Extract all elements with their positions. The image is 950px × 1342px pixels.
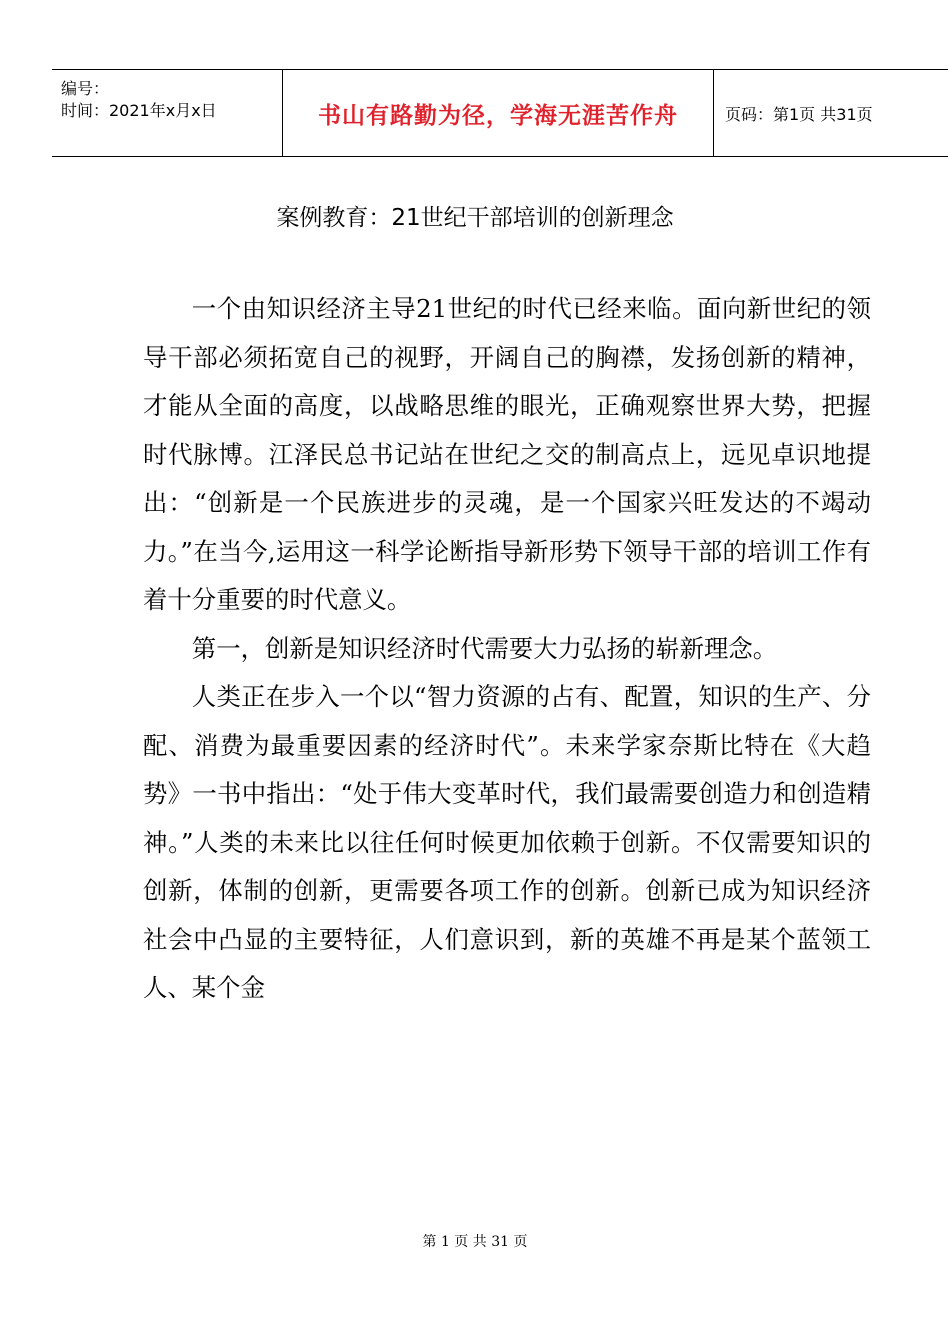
paragraph-3: 人类正在步入一个以“智力资源的占有、配置，知识的生产、分配、消费为最重要因素的经济时代”。未来学家奈斯比特在《大趋势》一书中指出：“处于伟大变革时代，我们最需要创造力和创造精神。”人类的未来比以往任何时候更加依赖于创新。不仅需要知识的创新，体制的创新，更需要各项工作的创新。创新已成为知识经济社会中凸显的主要特征，人们意识到，新的英雄不再是某个蓝领工人、某个金 — [143, 682, 871, 1002]
header-info-cell — [52, 70, 282, 156]
header-table — [52, 69, 948, 157]
paragraph-1: 一个由知识经济主导21世纪的时代已经来临。面向新世纪的领导干部必须拓宽自己的视野，开阔自己的胸襟，发扬创新的精神，才能从全面的高度，以战略思维的眼光，正确观察世界大势，把握时代脉博。江泽民总书记站在世纪之交的制高点上，远见卓识地提出：“创新是一个民族进步的灵魂，是一个国家兴旺发达的不竭动力。”在当今,运用这一科学论断指导新形势下领导干部的培训工作有着十分重要的时代意义。 — [143, 294, 871, 614]
header-page-cell — [714, 70, 948, 156]
document-title: 案例教育：21世纪干部培训的创新理念 — [276, 205, 674, 231]
document-body — [143, 285, 871, 1013]
paragraph-2: 第一，创新是知识经济时代需要大力弘扬的崭新理念。 — [191, 633, 778, 663]
time-label: 时间：2021年x月x日 — [61, 101, 217, 120]
header-motto-cell — [282, 70, 714, 156]
motto-text: 书山有路勤为径，学海无涯苦作舟 — [318, 101, 678, 129]
page-footer: 第 1 页 共 31 页 — [422, 1234, 528, 1250]
page-number-label: 页码：第1页 共31页 — [725, 104, 873, 124]
serial-number-label: 编号： — [61, 79, 110, 98]
